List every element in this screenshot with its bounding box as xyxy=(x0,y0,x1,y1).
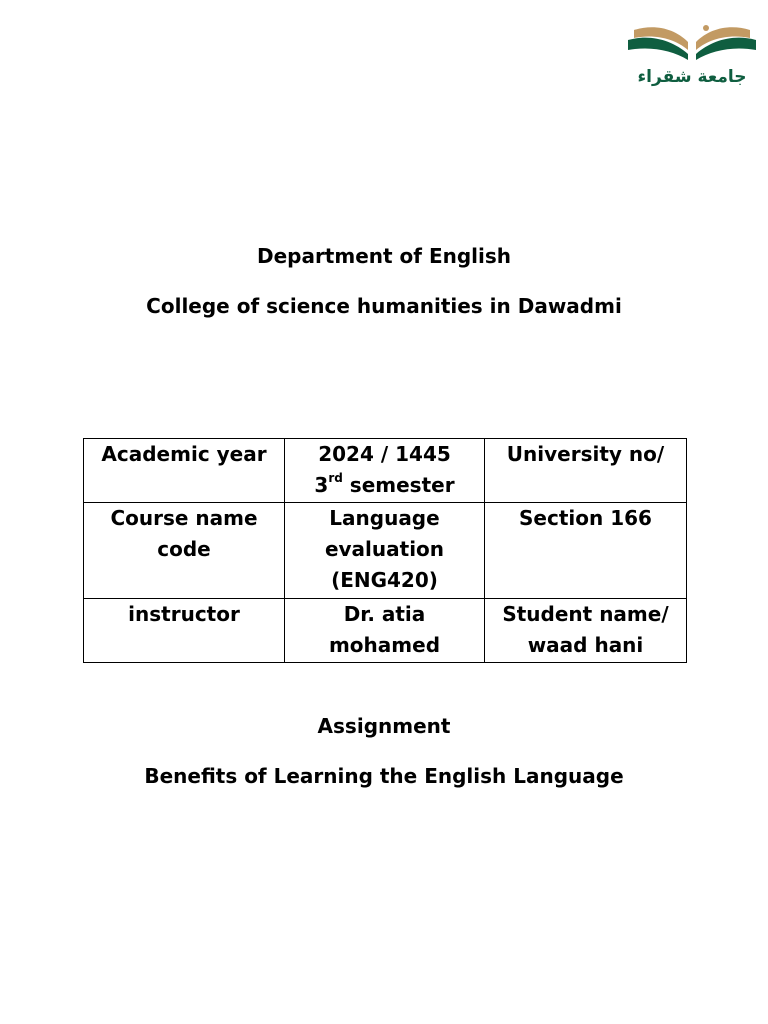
academic-year-label-cell xyxy=(84,439,285,503)
course-info-table xyxy=(83,438,687,663)
instructor-name-cell xyxy=(285,599,485,663)
instructor-label-cell xyxy=(84,599,285,663)
assignment-label: Assignment xyxy=(317,714,451,738)
assignment-topic: Benefits of Learning the English Language xyxy=(144,764,624,788)
cell-text: Section 166 xyxy=(519,506,652,530)
department-title: Department of English xyxy=(256,244,512,268)
open-book-logo-icon xyxy=(626,20,758,90)
cell-text: University no/ xyxy=(506,442,665,466)
course-value-cell xyxy=(285,503,485,599)
cell-text: waad hani xyxy=(527,633,644,657)
cell-text: Language xyxy=(329,506,440,530)
cell-text: 2024 / 1445 xyxy=(318,442,451,466)
cell-text: Dr. atia xyxy=(343,602,426,626)
semester-word: semester xyxy=(342,473,455,497)
cell-text: instructor xyxy=(128,602,240,626)
cell-text: code xyxy=(157,537,211,561)
cell-text: Course name xyxy=(110,506,258,530)
academic-year-value-cell xyxy=(285,439,485,503)
cell-text: Academic year xyxy=(101,442,267,466)
logo-wordmark: جامعة شقراء xyxy=(637,67,747,87)
university-number-cell xyxy=(485,439,687,503)
semester-number: 3 xyxy=(314,473,329,497)
cell-text: (ENG420) xyxy=(331,568,438,592)
course-label-cell xyxy=(84,503,285,599)
cell-text: Student name/ xyxy=(502,602,669,626)
college-title: College of science humanities in Dawadmi xyxy=(146,294,622,318)
table-row xyxy=(84,503,687,599)
student-name-cell xyxy=(485,599,687,663)
semester-text xyxy=(289,470,480,501)
table-row xyxy=(84,439,687,503)
table-row xyxy=(84,599,687,663)
university-logo xyxy=(626,20,758,90)
cell-text: mohamed xyxy=(328,633,441,657)
section-cell xyxy=(485,503,687,599)
semester-ordinal-suffix: rd xyxy=(328,471,343,486)
cell-text: evaluation xyxy=(324,537,445,561)
